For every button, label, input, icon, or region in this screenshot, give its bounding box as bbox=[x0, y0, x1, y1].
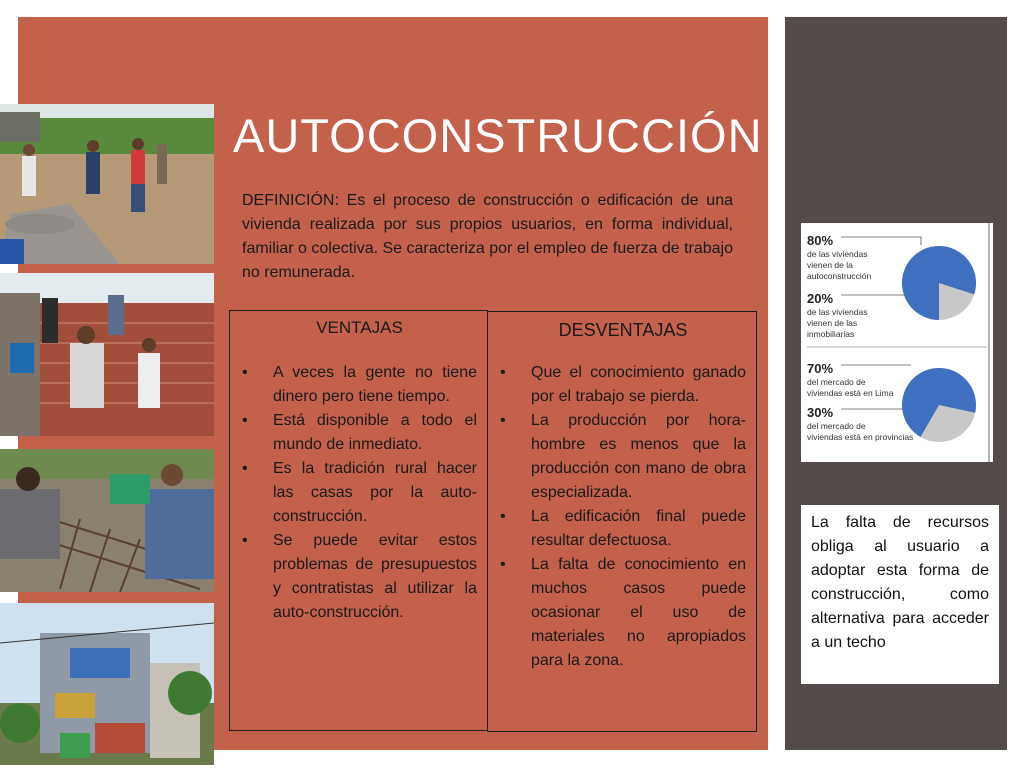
list-item: • Está disponible a todo el mundo de inmediato. bbox=[242, 412, 477, 453]
stat-20-pct: 20% bbox=[807, 291, 834, 306]
stat-80-line-1: de las viviendas bbox=[807, 249, 868, 259]
stat-80-line-2: vienen de la bbox=[807, 260, 853, 270]
photo-self-built-houses bbox=[0, 603, 214, 765]
housing-infographic bbox=[801, 223, 993, 462]
stat-20-line-2: vienen de las bbox=[807, 318, 858, 328]
note-box bbox=[801, 505, 999, 684]
photo-construction-site bbox=[0, 104, 214, 264]
stat-30-pct: 30% bbox=[807, 405, 834, 420]
infographic-svg bbox=[801, 223, 993, 462]
photo-brick-wall-workers bbox=[0, 273, 214, 436]
list-item: • Que el conocimiento ganado por el trabajo se pierda. bbox=[500, 364, 746, 405]
stat-70-pct: 70% bbox=[807, 361, 834, 376]
stat-20-line-1: de las viviendas bbox=[807, 307, 868, 317]
stat-20-line-3: inmobiliarias bbox=[807, 329, 855, 339]
list-item: • Se puede evitar estos problemas de presupuestos y contratistas al utilizar la auto-construcción. bbox=[242, 532, 477, 621]
disadvantages-box bbox=[487, 311, 757, 732]
stat-70-line-1: del mercado de bbox=[807, 377, 866, 387]
list-item: • La producción por hora-hombre es menos que la producción con mano de obra especializada. bbox=[500, 412, 746, 501]
advantages-box bbox=[229, 310, 488, 731]
photo-rebar-workers bbox=[0, 449, 214, 592]
disadvantages-heading: DESVENTAJAS bbox=[558, 320, 688, 340]
stat-70-line-2: viviendas está en Lima bbox=[807, 388, 894, 398]
list-item: • Es la tradición rural hacer las casas por la auto-construcción. bbox=[242, 460, 477, 525]
advantages-list bbox=[242, 361, 477, 625]
disadvantages-list bbox=[500, 361, 746, 673]
stat-30-line-2: viviendas está en provincias bbox=[807, 432, 914, 442]
stat-80-line-3: autoconstrucción bbox=[807, 271, 872, 281]
note-text: La falta de recursos obliga al usuario a adoptar esta forma de construcción, como alternativa para acceder a un techo bbox=[811, 514, 989, 651]
list-item: • La edificación final puede resultar defectuosa. bbox=[500, 508, 746, 549]
slide-title: AUTOCONSTRUCCIÓN bbox=[233, 109, 763, 162]
stat-80-pct: 80% bbox=[807, 233, 834, 248]
list-item: • La falta de conocimiento en muchos casos puede ocasionar el uso de materiales no apropiados para la zona. bbox=[500, 556, 746, 669]
advantages-heading: VENTAJAS bbox=[316, 318, 403, 337]
definition-paragraph: DEFINICIÓN: Es el proceso de construcción o edificación de una vivienda realizada por sus propios usuarios, en forma individual, familiar o colectiva. Se caracteriza por el empleo de fuerza de trabajo no remunerada. bbox=[242, 192, 733, 281]
stat-30-line-1: del mercado de bbox=[807, 421, 866, 431]
list-item: • A veces la gente no tiene dinero pero tiene tiempo. bbox=[242, 364, 477, 405]
